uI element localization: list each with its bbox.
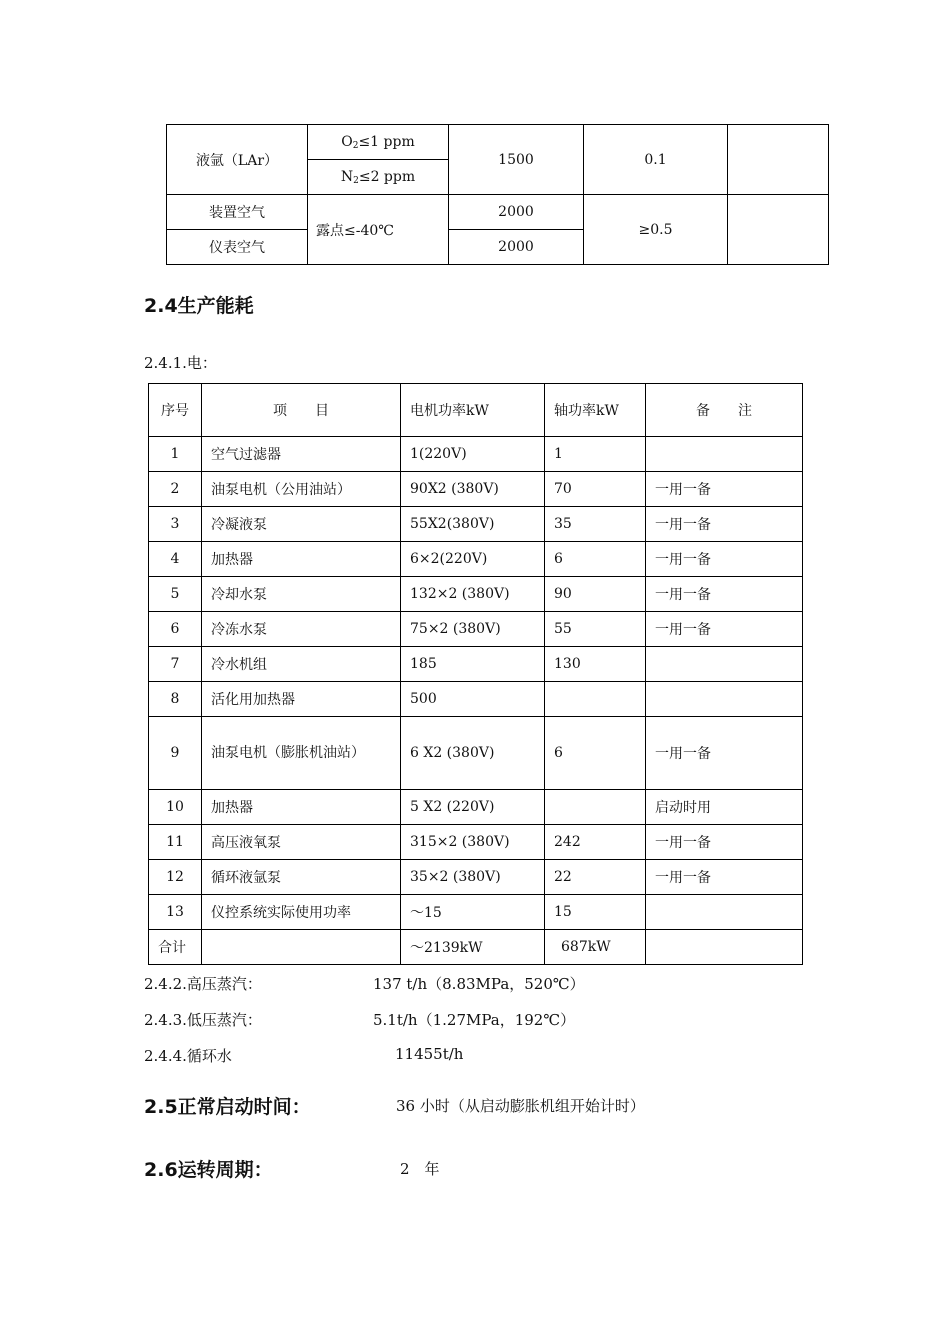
hp-steam-value: 137 t/h（8.83MPa，520℃） <box>373 975 585 993</box>
row-remark <box>646 682 803 717</box>
lar-label: 液氩（LAr） <box>167 125 308 195</box>
header-no: 序号 <box>149 384 202 437</box>
row-remark: 一用一备 <box>646 612 803 647</box>
table-row <box>149 825 803 860</box>
row-no: 1 <box>149 437 202 472</box>
plant-air-flow: 2000 <box>449 195 584 230</box>
gas-spec-table <box>166 124 829 265</box>
row-shaft-power <box>545 682 646 717</box>
row-no: 13 <box>149 895 202 930</box>
header-item: 项 目 <box>202 384 401 437</box>
total-row <box>149 930 803 965</box>
row-remark: 一用一备 <box>646 507 803 542</box>
row-no: 8 <box>149 682 202 717</box>
row-item: 活化用加热器 <box>202 682 401 717</box>
row-motor-power: 55X2(380V) <box>401 507 545 542</box>
row-shaft-power: 35 <box>545 507 646 542</box>
row-remark <box>646 437 803 472</box>
total-item <box>202 930 401 965</box>
row-remark: 一用一备 <box>646 542 803 577</box>
row-remark: 一用一备 <box>646 472 803 507</box>
row-remark: 一用一备 <box>646 825 803 860</box>
row-item: 空气过滤器 <box>202 437 401 472</box>
table-header-row <box>149 384 803 437</box>
header-remark: 备 注 <box>646 384 803 437</box>
row-motor-power: 315×2 (380V) <box>401 825 545 860</box>
lar-pressure: 0.1 <box>584 125 728 195</box>
header-shaft-power: 轴功率kW <box>545 384 646 437</box>
row-motor-power: 132×2 (380V) <box>401 577 545 612</box>
air-remark <box>728 195 829 265</box>
row-shaft-power: 90 <box>545 577 646 612</box>
row-shaft-power: 6 <box>545 542 646 577</box>
table-row <box>149 790 803 825</box>
row-item: 冷水机组 <box>202 647 401 682</box>
row-item: 冷凝液泵 <box>202 507 401 542</box>
circulating-water-value: 11455t/h <box>395 1045 464 1063</box>
table-row <box>149 682 803 717</box>
lar-flow: 1500 <box>449 125 584 195</box>
row-item: 油泵电机（公用油站） <box>202 472 401 507</box>
row-item: 加热器 <box>202 542 401 577</box>
row-shaft-power: 130 <box>545 647 646 682</box>
row-motor-power: 5 X2 (220V) <box>401 790 545 825</box>
dew-point-spec: 露点≤-40℃ <box>308 195 449 265</box>
row-motor-power: 90X2 (380V) <box>401 472 545 507</box>
row-motor-power: 6 X2 (380V) <box>401 717 545 790</box>
total-motor: ～2139kW <box>401 930 545 965</box>
lar-remark <box>728 125 829 195</box>
row-shaft-power: 55 <box>545 612 646 647</box>
table-row <box>149 437 803 472</box>
table-row <box>149 507 803 542</box>
row-shaft-power: 242 <box>545 825 646 860</box>
row-shaft-power <box>545 790 646 825</box>
instrument-air-label: 仪表空气 <box>167 230 308 265</box>
row-shaft-power: 70 <box>545 472 646 507</box>
row-remark: 启动时用 <box>646 790 803 825</box>
row-remark: 一用一备 <box>646 860 803 895</box>
run-cycle-value: 2 年 <box>400 1160 440 1178</box>
row-item: 冷冻水泵 <box>202 612 401 647</box>
row-no: 7 <box>149 647 202 682</box>
o2-spec: $O_2\le 1$ ppm <box>308 125 449 160</box>
n2-spec: $N_2\le 2$ ppm <box>308 160 449 195</box>
row-remark: 一用一备 <box>646 577 803 612</box>
row-shaft-power: 1 <box>545 437 646 472</box>
row-shaft-power: 15 <box>545 895 646 930</box>
instrument-air-flow: 2000 <box>449 230 584 265</box>
row-item: 加热器 <box>202 790 401 825</box>
table-row <box>149 472 803 507</box>
table-row <box>149 577 803 612</box>
section-label-2-4-2: 2.4.2.高压蒸汽： <box>144 975 262 993</box>
row-remark: 一用一备 <box>646 717 803 790</box>
row-motor-power: 185 <box>401 647 545 682</box>
plant-air-label: 装置空气 <box>167 195 308 230</box>
row-no: 10 <box>149 790 202 825</box>
section-heading-2-6: 2.6运转周期： <box>144 1159 273 1181</box>
table-row <box>149 647 803 682</box>
total-label: 合计 <box>149 930 202 965</box>
row-item: 仪控系统实际使用功率 <box>202 895 401 930</box>
section-heading-2-4: 2.4生产能耗 <box>144 295 254 317</box>
header-motor-power: 电机功率kW <box>401 384 545 437</box>
table-row <box>149 717 803 790</box>
table-row <box>149 860 803 895</box>
lp-steam-value: 5.1t/h（1.27MPa，192℃） <box>373 1011 576 1029</box>
row-no: 3 <box>149 507 202 542</box>
row-motor-power: 6×2(220V) <box>401 542 545 577</box>
row-no: 6 <box>149 612 202 647</box>
row-item: 冷却水泵 <box>202 577 401 612</box>
row-item: 油泵电机（膨胀机油站） <box>202 717 401 790</box>
row-motor-power: 75×2 (380V) <box>401 612 545 647</box>
section-heading-2-5: 2.5正常启动时间： <box>144 1096 311 1118</box>
row-motor-power: 35×2 (380V) <box>401 860 545 895</box>
table-row <box>149 895 803 930</box>
table-row <box>149 612 803 647</box>
row-shaft-power: 22 <box>545 860 646 895</box>
section-label-2-4-1: 2.4.1.电： <box>144 354 217 372</box>
row-item: 高压液氧泵 <box>202 825 401 860</box>
row-no: 12 <box>149 860 202 895</box>
row-no: 5 <box>149 577 202 612</box>
row-no: 9 <box>149 717 202 790</box>
row-remark <box>646 647 803 682</box>
row-remark <box>646 895 803 930</box>
total-shaft: 687kW <box>545 930 646 965</box>
electricity-table <box>148 383 803 965</box>
electricity-table-body <box>149 437 803 930</box>
table-row <box>149 542 803 577</box>
row-motor-power: 500 <box>401 682 545 717</box>
row-shaft-power: 6 <box>545 717 646 790</box>
row-motor-power: 1(220V) <box>401 437 545 472</box>
row-no: 2 <box>149 472 202 507</box>
section-label-2-4-4: 2.4.4.循环水 <box>144 1047 232 1065</box>
row-no: 4 <box>149 542 202 577</box>
air-pressure: ≥0.5 <box>584 195 728 265</box>
row-motor-power: ～15 <box>401 895 545 930</box>
startup-time-value: 36 小时（从启动膨胀机组开始计时） <box>396 1097 645 1115</box>
row-item: 循环液氩泵 <box>202 860 401 895</box>
row-no: 11 <box>149 825 202 860</box>
section-label-2-4-3: 2.4.3.低压蒸汽： <box>144 1011 262 1029</box>
total-remark <box>646 930 803 965</box>
